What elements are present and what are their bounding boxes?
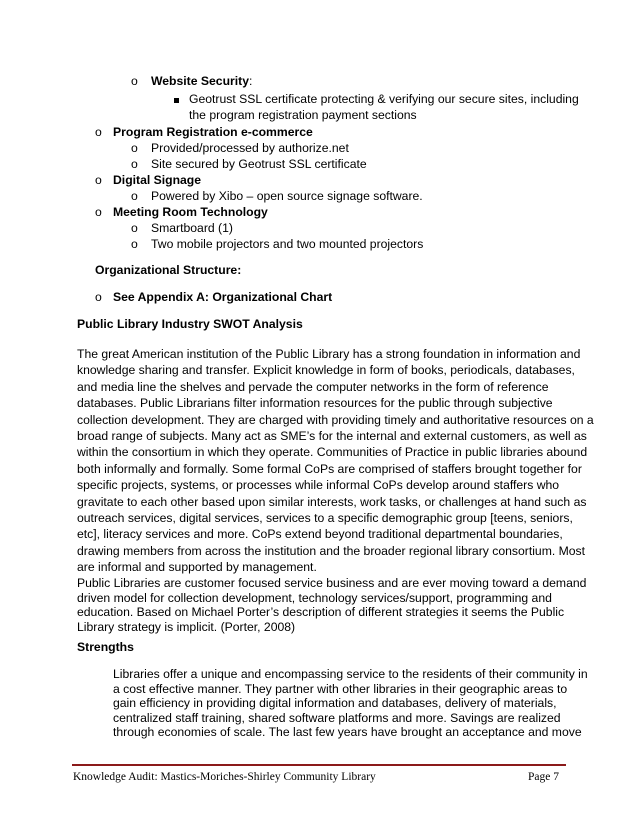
paragraph-line: outreach services, digital services, services to a specific demographic group [teens, seniors, [77,511,573,526]
bullet-o: o [95,173,102,187]
paragraph-line: are informal and supported by management. [77,560,317,575]
website-security-label: Website Security [151,74,249,88]
website-security-item [151,74,252,89]
swot-paragraph-2 [77,576,586,634]
org-structure-heading: Organizational Structure: [95,263,242,277]
paragraph-line: knowledge sharing and transfer. Explicit knowledge in form of books, periodicals, databases, [77,363,575,378]
bullet-o: o [95,205,102,219]
paragraph-line: through economies of scale. The last few years have brought an acceptance and move [113,725,582,740]
paragraph-line: databases. Public Librarians filter information resources for the public through subjective [77,396,553,411]
website-security-colon: : [249,74,253,88]
paragraph-line: specific projects, systems, or processes while informal CoPs develop around staffers who [77,478,560,493]
org-chart-reference: See Appendix A: Organizational Chart [113,290,333,304]
strengths-heading: Strengths [77,640,134,654]
paragraph-line: a cost effective manner. They partner with other libraries in their geographic areas to [113,681,568,696]
paragraph-line: education. Based on Michael Porter’s description of different strategies it seems the Public [77,605,565,620]
bullet-o: o [131,141,138,155]
paragraph-line: The great American institution of the Public Library has a strong foundation in information and [77,347,581,361]
paragraph-line: within the consortium in which they operate. Communities of Practice in public libraries abound [77,445,588,460]
paragraph-line: centralized staff training, shared software platforms and more. Savings are realized [113,710,561,725]
paragraph-line: broad range of subjects. Many act as SME’s for the internal and external customers, as well as [77,429,587,444]
website-security-detail-2: the program registration payment sections [189,108,417,122]
website-security-detail-1: Geotrust SSL certificate protecting & verifying our secure sites, including [189,92,579,106]
program-registration-item: Provided/processed by authorize.net [151,141,349,155]
paragraph-line: both informally and formally. Some formal CoPs are comprised of staffers brought together for [77,461,582,476]
swot-heading: Public Library Industry SWOT Analysis [77,317,303,331]
meeting-room-item: Smartboard (1) [151,221,233,235]
paragraph-line: Library strategy is implicit. (Porter, 2008) [77,619,296,634]
swot-paragraph-1 [77,346,594,576]
meeting-room-item: Two mobile projectors and two mounted projectors [151,237,424,251]
paragraph-line: gain efficiency in providing digital information and databases, delivery of materials, [113,696,557,711]
meeting-room-label: Meeting Room Technology [113,205,268,219]
paragraph-line: and media line the shelves and pervade the computer networks in the form of reference [77,379,549,394]
program-registration-label: Program Registration e-commerce [113,125,313,139]
footer-title: Knowledge Audit: Mastics-Moriches-Shirley Community Library [73,771,376,783]
paragraph-line: driven model for collection development, technology services/support, programming and [77,590,552,605]
paragraph-line: Public Libraries are customer focused service business and are ever moving toward a demand [77,576,587,590]
bullet-o: o [131,189,138,203]
bullet-o: o [131,221,138,235]
bullet-o: o [131,74,138,88]
page-number: Page 7 [528,771,559,783]
strengths-paragraph [113,667,588,740]
bullet-o: o [131,157,138,171]
paragraph-line: drawing members from across the institution and the broader regional library consortium. Most [77,543,586,558]
digital-signage-item: Powered by Xibo – open source signage software. [151,189,423,203]
paragraph-line: Libraries offer a unique and encompassing service to the residents of their community in [113,667,588,681]
paragraph-line: gravitate to each other based upon similar interests, work tasks, or challenges at hand such as [77,494,587,509]
bullet-o: o [131,237,138,251]
program-registration-item: Site secured by Geotrust SSL certificate [151,157,367,171]
square-bullet-icon [174,98,179,103]
digital-signage-label: Digital Signage [113,173,202,187]
bullet-o: o [95,290,102,304]
paragraph-line: etc], literacy services and more. CoPs extend beyond traditional departmental boundaries, [77,527,563,542]
footer-rule [72,764,566,766]
bullet-o: o [95,125,102,139]
paragraph-line: collection development. They are charged with providing timely and authoritative resources on a [77,412,594,427]
